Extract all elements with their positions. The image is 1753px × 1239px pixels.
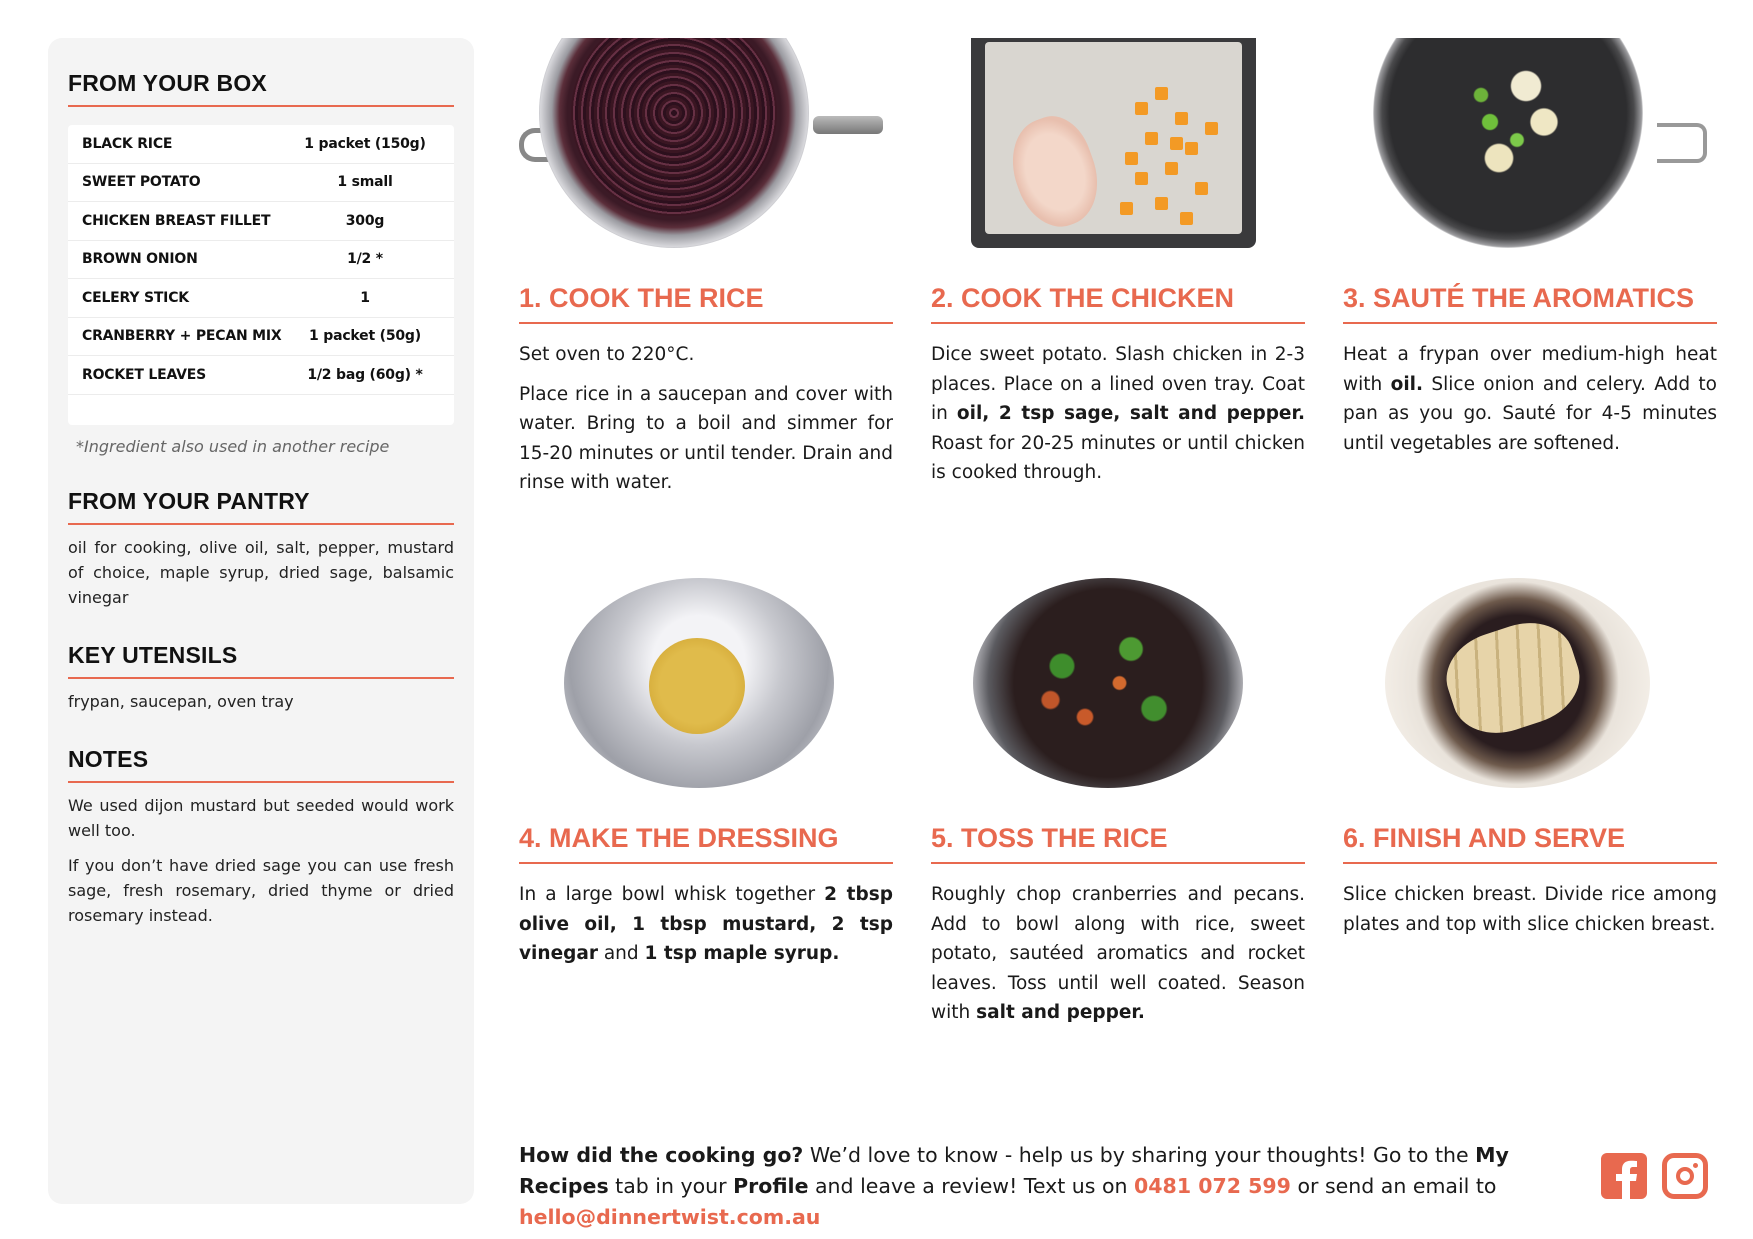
step-text: [931, 340, 1305, 488]
notes-section: [68, 746, 454, 928]
facebook-icon[interactable]: [1601, 1153, 1647, 1199]
ingredient-qty: 1 small: [337, 174, 393, 191]
feedback-question: How did the cooking go?: [519, 1143, 804, 1167]
ingredient-name: BLACK RICE: [82, 135, 173, 152]
step-paragraph: Slice chicken breast. Divide rice among plates and top with slice chicken breast.: [1343, 884, 1717, 935]
step-title: 2. COOK THE CHICKEN: [931, 283, 1305, 324]
ingredient-row: [68, 241, 454, 280]
ingredient-name: ROCKET LEAVES: [82, 366, 207, 383]
step-paragraph: Roughly chop cranberries and pecans. Add to bowl along with rice, sweet potato, sautéed aromatics and rocket leaves. Toss until well coated. Season with salt and pepper.: [931, 884, 1305, 1023]
ingredients-table: [68, 125, 454, 425]
ingredient-qty: 1/2 bag (60g) *: [307, 366, 423, 383]
step-6: [1343, 578, 1717, 939]
footer-text: or send an email to: [1290, 1174, 1497, 1198]
step-1: [519, 38, 893, 498]
ingredient-row: [68, 125, 454, 164]
ingredient-qty: 1 packet (150g): [304, 135, 426, 152]
pantry-section: [68, 488, 454, 610]
ingredients-sidebar: [48, 38, 474, 1204]
step-paragraph: Heat a frypan over medium-high heat with oil. Slice onion and celery. Add to pan as you go. Sauté for 4-5 minutes until vegetables are softened.: [1343, 344, 1717, 454]
ingredient-row: [68, 279, 454, 318]
step-4: [519, 578, 893, 969]
step-text: [519, 340, 893, 498]
ingredient-row: [68, 202, 454, 241]
phone-link[interactable]: 0481 072 599: [1134, 1174, 1291, 1198]
footer-text: We’d love to know - help us by sharing your thoughts! Go to the: [803, 1143, 1476, 1167]
footer-text: and leave a review! Text us on: [808, 1174, 1135, 1198]
step-title: 3. SAUTÉ THE AROMATICS: [1343, 283, 1717, 324]
ingredient-qty: 1 packet (50g): [309, 328, 421, 345]
utensils-heading: KEY UTENSILS: [68, 642, 454, 679]
ingredient-row: [68, 164, 454, 203]
step-text: [1343, 340, 1717, 458]
step-2-photo: [931, 38, 1305, 248]
pantry-text: oil for cooking, olive oil, salt, pepper, mustard of choice, maple syrup, dried sage, balsamic vinegar: [68, 537, 454, 607]
step-4-photo: [519, 578, 893, 788]
footer-text: tab in your: [608, 1174, 734, 1198]
ingredient-qty: 300g: [345, 212, 385, 229]
ingredient-row: [68, 356, 454, 395]
feedback-footer: [519, 1140, 1579, 1233]
step-paragraph: Dice sweet potato. Slash chicken in 2-3 places. Place on a lined oven tray. Coat in oil, 2 tsp sage, salt and pepper. Roast for 20-25 minutes or until chicken is cooked through.: [931, 344, 1305, 483]
step-text: [931, 880, 1305, 1028]
step-title: 4. MAKE THE DRESSING: [519, 823, 893, 864]
ingredient-name: CRANBERRY + PECAN MIX: [82, 328, 282, 345]
step-1-photo: [519, 38, 893, 248]
ingredient-name: BROWN ONION: [82, 251, 198, 268]
profile-link[interactable]: Profile: [733, 1174, 809, 1198]
step-6-photo: [1343, 578, 1717, 788]
step-title: 6. FINISH AND SERVE: [1343, 823, 1717, 864]
step-text: [519, 880, 893, 969]
from-box-heading: FROM YOUR BOX: [68, 70, 454, 107]
ingredient-qty: 1/2 *: [347, 251, 383, 268]
note-text: If you don’t have dried sage you can use fresh sage, fresh rosemary, dried thyme or dried rosemary instead.: [68, 855, 454, 925]
ingredient-name: SWEET POTATO: [82, 174, 201, 191]
step-title: 5. TOSS THE RICE: [931, 823, 1305, 864]
ingredient-row: [68, 318, 454, 357]
my-recipes-link[interactable]: My Recipes: [519, 1143, 1509, 1198]
step-3-photo: [1343, 38, 1717, 248]
step-title: 1. COOK THE RICE: [519, 283, 893, 324]
step-paragraph: Set oven to 220°C.: [519, 344, 695, 365]
ingredient-name: CHICKEN BREAST FILLET: [82, 212, 271, 229]
notes-heading: NOTES: [68, 746, 454, 783]
step-paragraph: Place rice in a saucepan and cover with water. Bring to a boil and simmer for 15-20 minutes or until tender. Drain and rinse with water.: [519, 383, 893, 493]
step-5: [931, 578, 1305, 1028]
utensils-section: [68, 642, 454, 714]
utensils-text: frypan, saucepan, oven tray: [68, 691, 294, 711]
step-text: [1343, 880, 1717, 939]
step-5-photo: [931, 578, 1305, 788]
email-link[interactable]: hello@dinnertwist.com.au: [519, 1205, 821, 1229]
ingredient-qty: 1: [360, 289, 370, 306]
pantry-heading: FROM YOUR PANTRY: [68, 488, 454, 525]
step-paragraph: In a large bowl whisk together 2 tbsp olive oil, 1 tbsp mustard, 2 tsp vinegar and 1 tsp maple syrup.: [519, 884, 893, 964]
ingredient-name: CELERY STICK: [82, 289, 189, 306]
ingredient-footnote: *Ingredient also used in another recipe: [76, 436, 390, 456]
step-2: [931, 38, 1305, 488]
instagram-icon[interactable]: [1662, 1153, 1708, 1199]
step-3: [1343, 38, 1717, 458]
note-text: We used dijon mustard but seeded would work well too.: [68, 795, 454, 840]
